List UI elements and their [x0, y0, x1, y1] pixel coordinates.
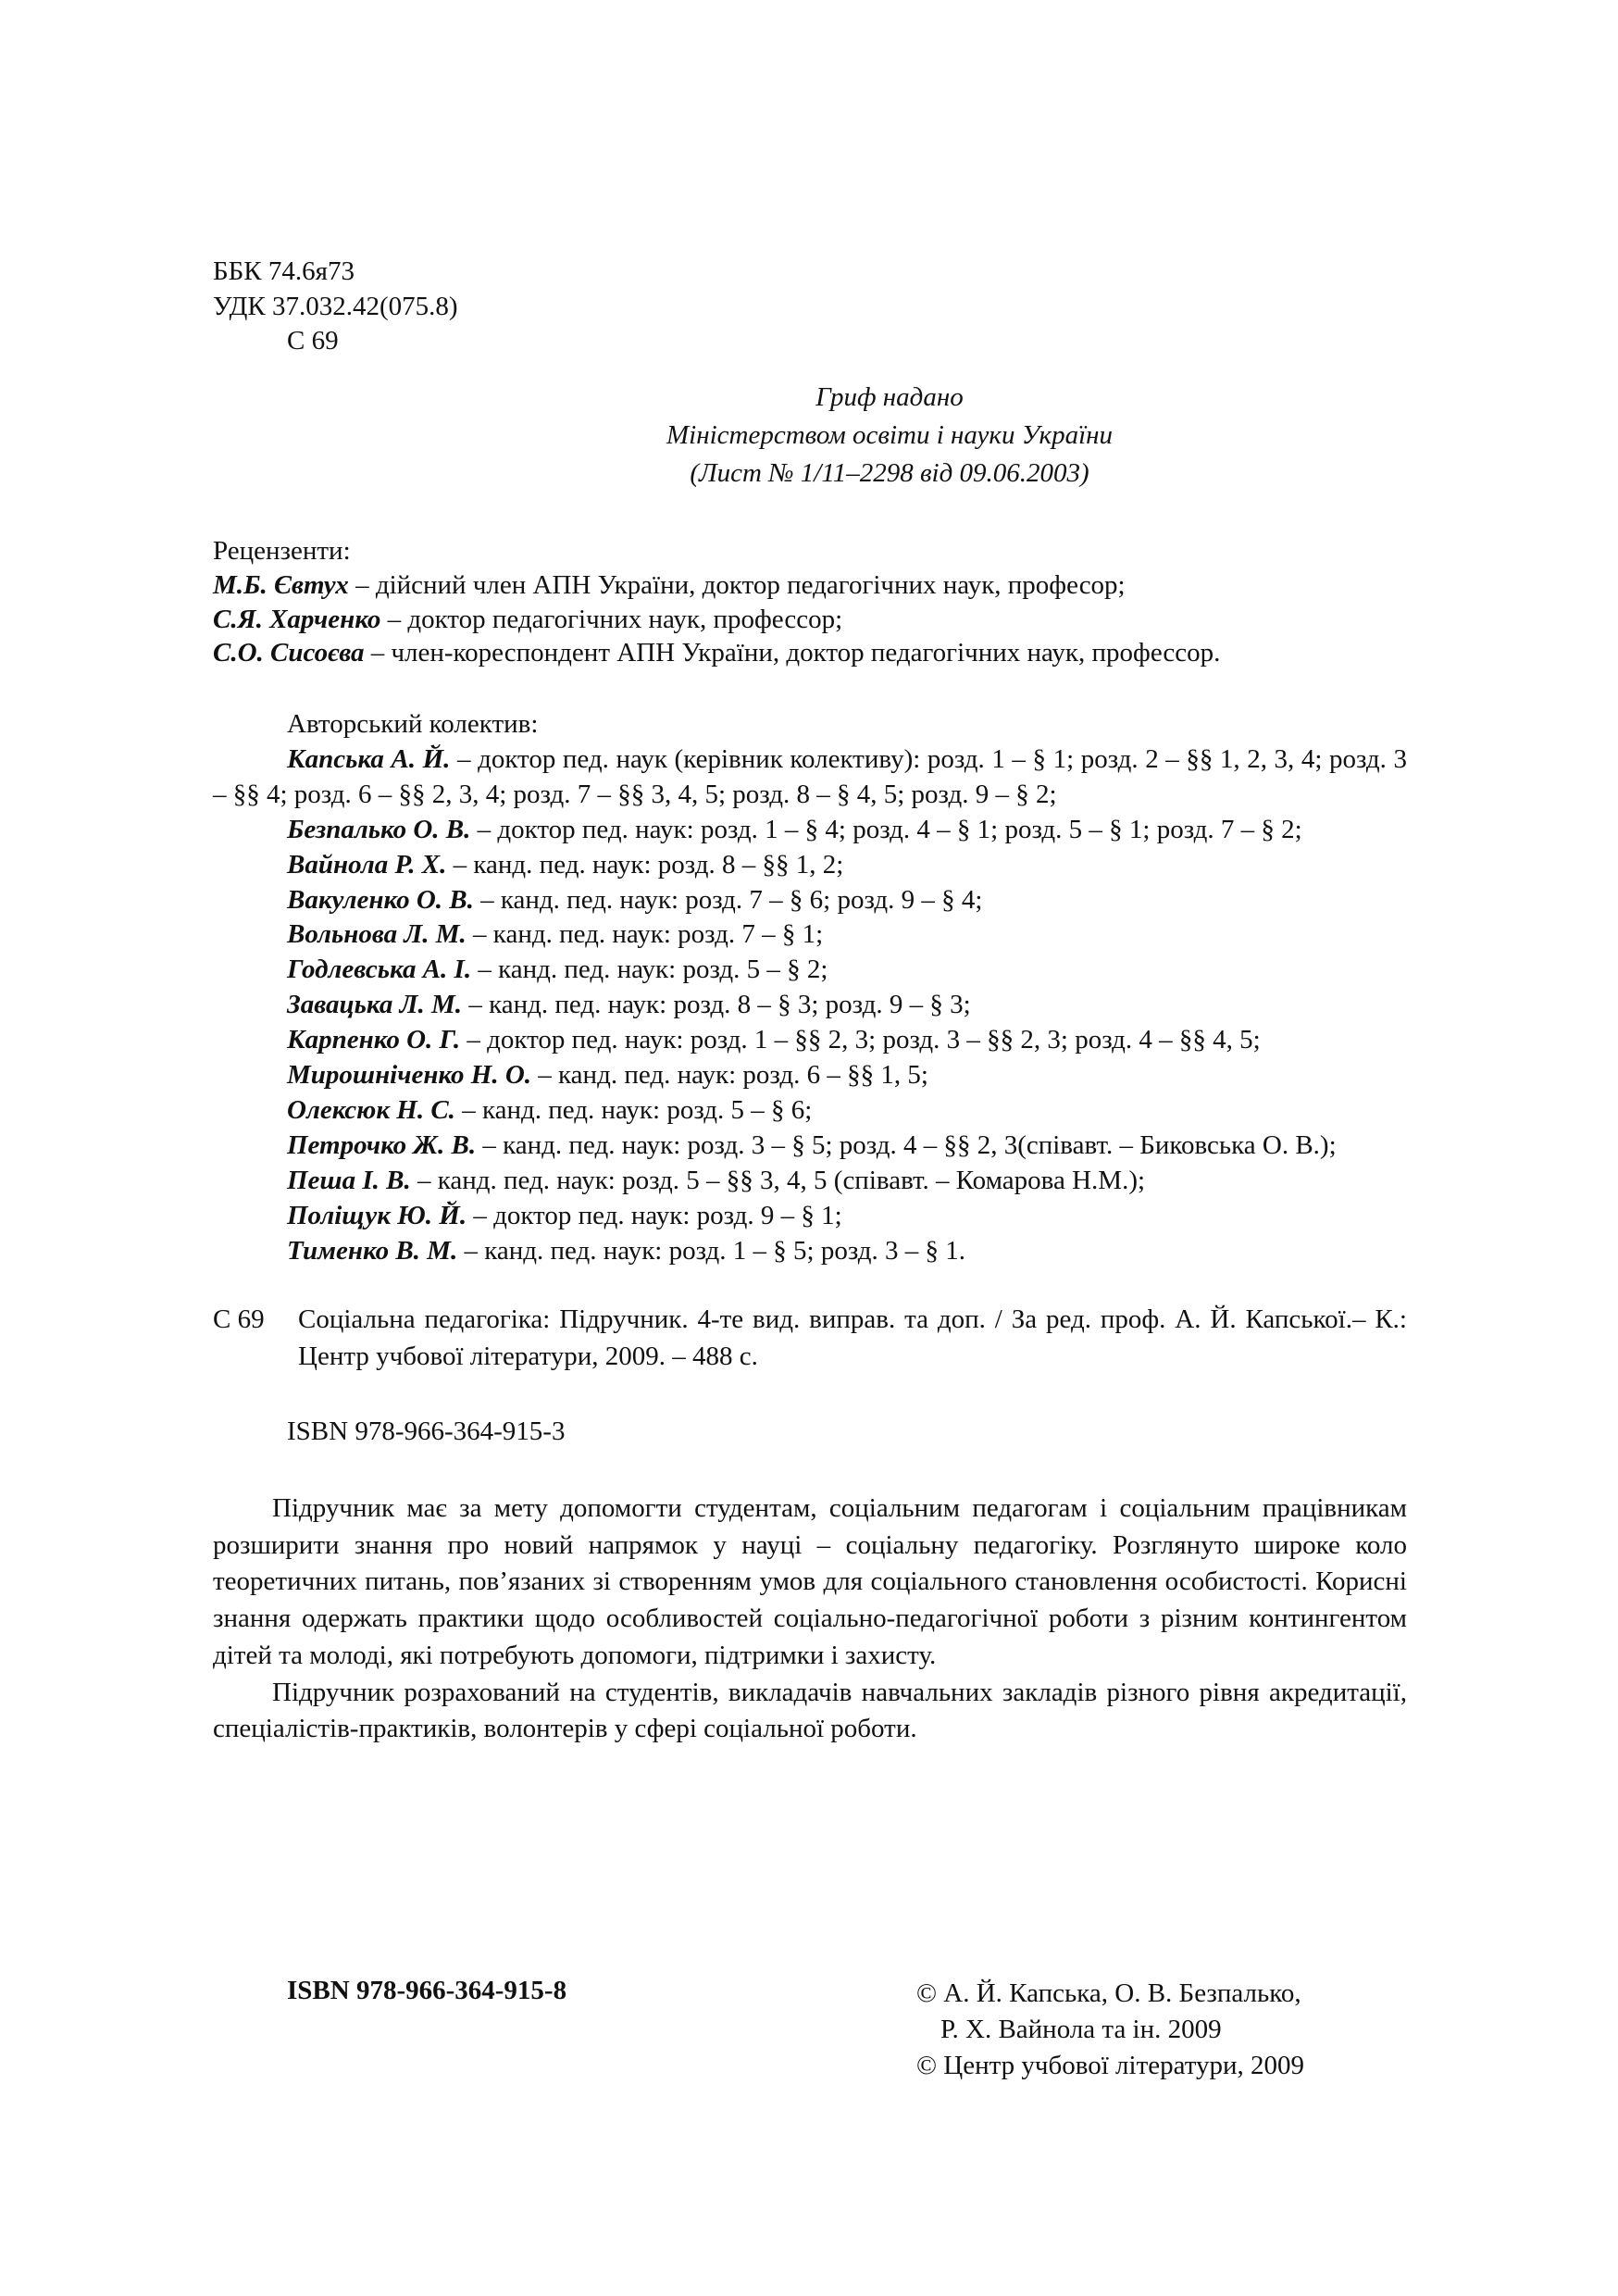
author-contribution: – доктор пед. наук: розд. 1 – § 4; розд. 4 – § 1; розд. 5 – § 1; розд. 7 – § 2;	[470, 814, 1302, 844]
grif-line-2: Міністерством освіти і науки України	[666, 420, 1114, 450]
classification-codes	[213, 255, 458, 359]
author-contribution: – канд. пед. наук: розд. 5 – § 2;	[471, 955, 828, 985]
author-entry	[213, 813, 1407, 848]
copyright-line-2: Р. Х. Вайнола та ін. 2009	[940, 2015, 1222, 2044]
reviewer	[213, 568, 1220, 603]
author-name: Безпалько О. В.	[287, 814, 471, 844]
copyright-block	[916, 1976, 1304, 2084]
author-name: Вакуленко О. В.	[287, 884, 474, 915]
author-entry	[213, 883, 1407, 918]
author-entry	[213, 1023, 1407, 1058]
grif-line-1: Гриф надано	[815, 382, 964, 412]
author-list	[213, 742, 1407, 1269]
author-entry	[213, 1093, 1407, 1129]
reviewer-role: – дійсний член АПН України, доктор педагогічних наук, професор;	[348, 569, 1126, 600]
reviewers-title: Рецензенти:	[213, 536, 351, 566]
annotation-paragraph-2: Підручник розрахований на студентів, викладачів навчальних закладів різного рівня акредитації, спеціалістів-практиків, волонтерів у сфері соціальної роботи.	[213, 1677, 1407, 1744]
author-mark: С 69	[287, 326, 339, 356]
copyright-line-3: © Центр учбової літератури, 2009	[916, 2051, 1305, 2080]
author-entry	[213, 848, 1407, 883]
grif-line-3: (Лист № 1/11–2298 від 09.06.2003)	[690, 458, 1089, 488]
author-contribution: – доктор пед. наук (керівник колективу): розд. 1 – § 1; розд. 2 – §§ 1, 2, 3, 4; розд. 3 – §§ 4; розд. 6 – §§ 2, 3, 4; розд. 7 – §§ 3, 4, 5; розд. 8 – § 4, 5; розд. 9 – § 2;	[213, 743, 1407, 809]
reviewer-name: С.Я. Харченко	[213, 604, 381, 634]
author-contribution: – канд. пед. наук: розд. 7 – § 6; розд. 9 – § 4;	[473, 884, 983, 915]
reviewer-role: – доктор педагогічних наук, профессор;	[380, 604, 843, 634]
author-name: Вольнова Л. М.	[287, 919, 467, 950]
author-name: Тименко В. М.	[287, 1235, 458, 1266]
author-name: Олексюк Н. С.	[287, 1094, 455, 1125]
authors-title: Авторський колектив:	[287, 709, 539, 739]
author-contribution: – канд. пед. наук: розд. 1 – § 5; розд. 3 – § 1.	[457, 1235, 966, 1266]
author-contribution: – канд. пед. наук: розд. 6 – §§ 1, 5;	[531, 1060, 928, 1091]
author-entry	[213, 1164, 1407, 1199]
reviewer-name: М.Б. Євтух	[213, 569, 349, 600]
author-contribution: – канд. пед. наук: розд. 7 – § 1;	[466, 919, 824, 950]
bbk-code: ББК 74.6я73	[213, 256, 355, 286]
bibliographic-record	[213, 1302, 1407, 1375]
author-entry	[213, 742, 1407, 813]
author-entry	[213, 988, 1407, 1023]
author-name: Завацька Л. М.	[287, 990, 463, 1020]
author-name: Карпенко О. Г.	[287, 1025, 461, 1055]
author-entry	[213, 1199, 1407, 1234]
author-contribution: – канд. пед. наук: розд. 8 – § 3; розд. 9 – § 3;	[462, 990, 971, 1020]
ministry-approval	[518, 379, 1261, 493]
annotation	[213, 1491, 1407, 1748]
reviewer	[213, 636, 1220, 670]
annotation-paragraph-1: Підручник має за мету допомогти студентам, соціальним педагогам і соціальним працівникам розширити знання про новий напрямок у науці – соціальну педагогіку. Розглянуто широке коло теоретичних питань, пов’язаних зі створенням умов для соціального становлення особистості. Корисні знання одержать практики щодо особливостей соціально-педагогічної роботи з різним контингентом дітей та молоді, які потребують допомоги, підтримки і захисту.	[213, 1493, 1407, 1670]
reviewer-role: – член-кореспондент АПН України, доктор педагогічних наук, профессор.	[364, 638, 1221, 668]
author-name: Пеша І. В.	[287, 1165, 411, 1195]
authors-section	[213, 707, 1407, 1269]
author-entry	[213, 953, 1407, 988]
author-name: Мирошніченко Н. О.	[287, 1060, 532, 1091]
author-entry	[213, 1234, 1407, 1269]
author-name: Вайнола Р. Х.	[287, 849, 447, 880]
biblio-text: Соціальна педагогіка: Підручник. 4-те вид. виправ. та доп. / За ред. проф. А. Й. Капської.– К.: Центр учбової літератури, 2009. – 488 с.	[298, 1304, 1407, 1371]
author-contribution: – канд. пед. наук: розд. 8 – §§ 1, 2;	[446, 849, 844, 880]
author-contribution: – доктор пед. наук: розд. 1 – §§ 2, 3; розд. 3 – §§ 2, 3; розд. 4 – §§ 4, 5;	[460, 1025, 1261, 1055]
author-contribution: – канд. пед. наук: розд. 5 – §§ 3, 4, 5 (співавт. – Комарова Н.М.);	[410, 1165, 1146, 1195]
author-contribution: – канд. пед. наук: розд. 3 – § 5; розд. 4 – §§ 2, 3(співавт. – Биковська О. В.);	[476, 1129, 1337, 1160]
author-name: Поліщук Ю. Й.	[287, 1200, 467, 1230]
author-entry	[213, 917, 1407, 953]
author-contribution: – доктор пед. наук: розд. 9 – § 1;	[467, 1200, 842, 1230]
udk-code: УДК 37.032.42(075.8)	[213, 291, 458, 321]
author-contribution: – канд. пед. наук: розд. 5 – § 6;	[454, 1094, 813, 1125]
author-name: Годлевська А. І.	[287, 955, 472, 985]
biblio-code: С 69	[213, 1304, 265, 1334]
author-name: Капська А. Й.	[287, 743, 451, 774]
isbn-top: ISBN 978-966-364-915-3	[287, 1416, 566, 1446]
isbn-bottom: ISBN 978-966-364-915-8	[287, 1976, 567, 2005]
copyright-line-1: © А. Й. Капська, О. В. Безпалько,	[916, 1978, 1301, 2008]
author-entry	[213, 1129, 1407, 1164]
reviewer-name: С.О. Сисоєва	[213, 638, 365, 668]
author-entry	[213, 1058, 1407, 1093]
reviewer	[213, 603, 1220, 637]
author-name: Петрочко Ж. В.	[287, 1129, 477, 1160]
reviewers-section	[213, 534, 1220, 670]
